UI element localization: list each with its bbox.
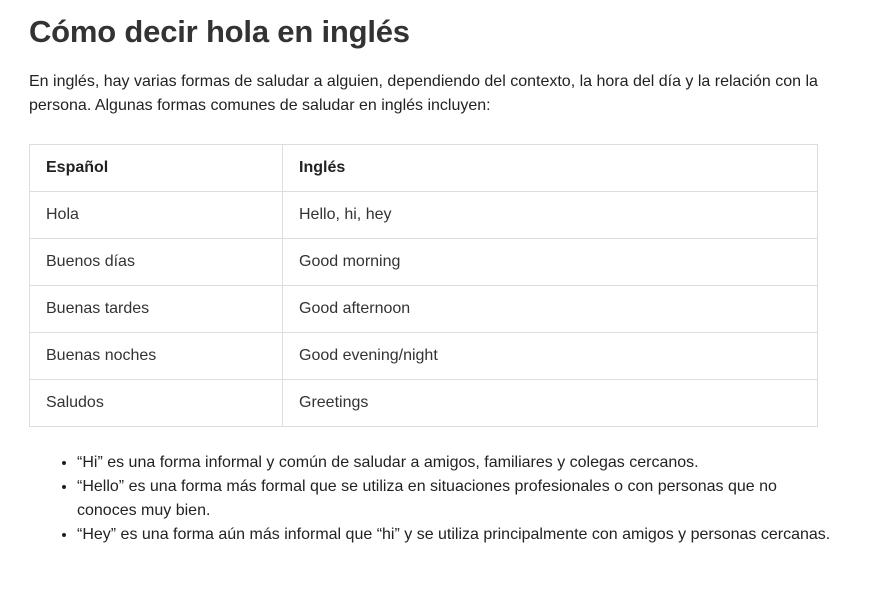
table-body [30,192,818,427]
cell-spanish: Hola [30,192,283,239]
notes-list [29,451,837,547]
cell-spanish: Buenas noches [30,333,283,380]
cell-spanish: Buenos días [30,239,283,286]
table-row [30,380,818,427]
table-row [30,333,818,380]
table-row [30,192,818,239]
greetings-table [29,144,818,427]
cell-spanish: Buenas tardes [30,286,283,333]
column-header-spanish: Español [30,145,283,192]
cell-english: Hello, hi, hey [283,192,818,239]
cell-english: Greetings [283,380,818,427]
intro-paragraph: En inglés, hay varias formas de saludar a alguien, dependiendo del contexto, la hora del día y la relación con la persona. Algunas formas comunes de saludar en inglés incluyen: [29,73,818,114]
list-item: • “Hey” es una forma aún más informal que “hi” y se utiliza principalmente con amigos y personas cercanas. [77,523,837,547]
cell-english: Good afternoon [283,286,818,333]
table-row [30,286,818,333]
list-item: • “Hello” es una forma más formal que se utiliza en situaciones profesionales o con personas que no conoces muy bien. [77,475,837,523]
table-header-row [30,145,818,192]
table-row [30,239,818,286]
cell-english: Good evening/night [283,333,818,380]
cell-english: Good morning [283,239,818,286]
table-header [30,145,818,192]
cell-spanish: Saludos [30,380,283,427]
list-item: • “Hi” es una forma informal y común de saludar a amigos, familiares y colegas cercanos. [77,451,837,475]
column-header-english: Inglés [283,145,818,192]
page-title: Cómo decir hola en inglés [29,14,410,49]
